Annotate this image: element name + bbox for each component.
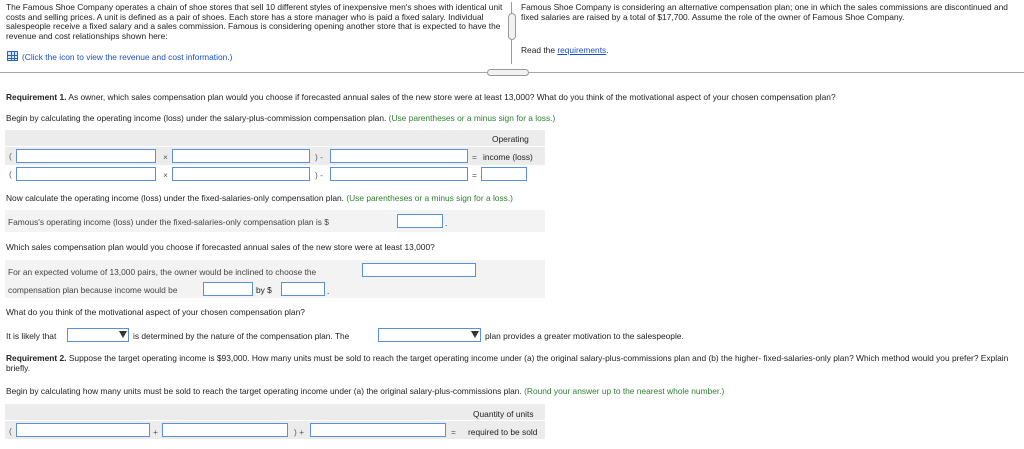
fixed-only-income-input[interactable] — [397, 214, 443, 228]
requirement-1-question — [6, 92, 836, 102]
req2-open-paren: ( — [9, 426, 12, 436]
req2-begin-line — [6, 386, 724, 396]
income-difference-input[interactable] — [281, 282, 325, 296]
req1-col-header-1: Operating — [492, 134, 529, 144]
requirement-1-text: As owner, which sales compensation plan would you choose if forecasted annual sales of the new store were at least 13,000? What do you think of the motivational aspect of your chosen compensation plan? — [66, 92, 836, 102]
vertical-splitter-handle[interactable] — [508, 13, 516, 40]
chevron-down-icon — [471, 331, 479, 338]
req1-begin-line — [6, 113, 555, 123]
row1-input-c[interactable] — [330, 149, 468, 163]
row2-open-paren: ( — [9, 169, 12, 179]
now-calc-hint: (Use parentheses or a minus sign for a loss.) — [346, 193, 513, 203]
req2-equals: = — [451, 427, 456, 437]
by-dollar-label: by $ — [256, 285, 272, 295]
chosen-plan-input[interactable] — [362, 263, 476, 277]
row2-close-minus: ) - — [315, 170, 323, 180]
now-calc-line — [6, 193, 513, 203]
req2-col-header-2: required to be sold — [468, 427, 538, 437]
req1-begin-text: Begin by calculating the operating income (loss) under the salary-plus-commission compensation plan. — [6, 113, 387, 123]
income-comparison-input[interactable] — [203, 282, 253, 296]
row2-input-a[interactable] — [16, 167, 156, 181]
which-plan-question: Which sales compensation plan would you choose if forecasted annual sales of the new store were at least 13,000? — [6, 242, 435, 252]
req2-begin-text: Begin by calculating how many units must be sold to reach the target operating income under (a) the original salary-plus-commissions plan. — [6, 386, 522, 396]
req2-close-plus: ) + — [294, 427, 305, 437]
req2-input-c[interactable] — [310, 423, 446, 437]
row2-equals: = — [472, 170, 477, 180]
row1-input-a[interactable] — [16, 149, 156, 163]
row2-input-b[interactable] — [172, 167, 310, 181]
fixed-only-period: . — [445, 218, 448, 228]
revenue-cost-link[interactable]: (Click the icon to view the revenue and cost information.) — [22, 52, 233, 62]
likely-mid: is determined by the nature of the compensation plan. The — [133, 331, 350, 341]
row1-input-b[interactable] — [172, 149, 310, 163]
row1-open-paren: ( — [9, 151, 12, 161]
chevron-down-icon — [119, 331, 127, 338]
read-requirements-line — [521, 45, 609, 55]
expected-line-1: For an expected volume of 13,000 pairs, the owner would be inclined to choose the — [8, 267, 317, 277]
req2-input-a[interactable] — [16, 423, 150, 437]
req2-table-header-bg — [5, 404, 545, 420]
table-icon[interactable] — [7, 51, 18, 61]
likely-dropdown-2[interactable] — [378, 328, 481, 342]
likely-suffix: plan provides a greater motivation to the salespeople. — [485, 331, 684, 341]
req2-input-b[interactable] — [162, 423, 288, 437]
req1-col-header-2: income (loss) — [483, 152, 533, 162]
row1-close-minus: ) - — [315, 152, 323, 162]
row1-equals: = — [472, 152, 477, 162]
row2-input-c[interactable] — [330, 167, 468, 181]
req2-begin-hint: (Round your answer up to the nearest whole number.) — [524, 386, 725, 396]
read-suffix: . — [606, 45, 609, 55]
horizontal-splitter-handle[interactable] — [487, 69, 529, 76]
requirement-2-label: Requirement 2. — [6, 353, 67, 363]
row2-income-input[interactable] — [481, 167, 527, 181]
req2-plus: + — [153, 427, 158, 437]
read-prefix: Read the — [521, 45, 558, 55]
fixed-only-label: Famous's operating income (loss) under the fixed-salaries-only compensation plan is $ — [8, 217, 329, 227]
likely-dropdown-1[interactable] — [67, 328, 129, 342]
intro-text: The Famous Shoe Company operates a chain of shoe stores that sell 10 different styles of inexpensive men's shoes with identical unit costs and selling prices. A unit is defined as a pair of shoes. Each store has a store manager who is paid a fixed salary. Individual salespeople receive a fixed salary and a sales commission. Famous is considering opening another store that is expected to have the revenue and cost relationships shown here: — [6, 2, 503, 41]
requirement-2-text: Suppose the target operating income is $93,000. How many units must be sold to reach the target operating income under (a) the original salary-plus-commissions plan and (b) the higher- fixed-salaries-only plan? Which method would you prefer? Explain briefly. — [6, 353, 1009, 373]
row2-times: × — [163, 170, 168, 180]
req1-begin-hint: (Use parentheses or a minus sign for a loss.) — [388, 113, 556, 123]
likely-prefix: It is likely that — [6, 331, 57, 341]
by-dollar-period: . — [327, 286, 330, 296]
now-calc-text: Now calculate the operating income (loss) under the fixed-salaries-only compensation plan. — [6, 193, 344, 203]
intro-right-text: Famous Shoe Company is considering an alternative compensation plan; one in which the sales commissions are discontinued and fixed salaries are raised by a total of $17,700. Assume the role of the owner of Famous Shoe Company. — [521, 2, 1008, 22]
requirement-1-label: Requirement 1. — [6, 92, 67, 102]
requirement-2-question — [6, 353, 1018, 373]
req1-table-header-bg — [5, 130, 545, 146]
requirements-link[interactable]: requirements — [557, 45, 607, 55]
row1-times: × — [163, 152, 168, 162]
req2-col-header-1: Quantity of units — [473, 409, 534, 419]
expected-line-2: compensation plan because income would be — [8, 285, 178, 295]
motivation-question: What do you think of the motivational aspect of your chosen compensation plan? — [6, 307, 305, 317]
